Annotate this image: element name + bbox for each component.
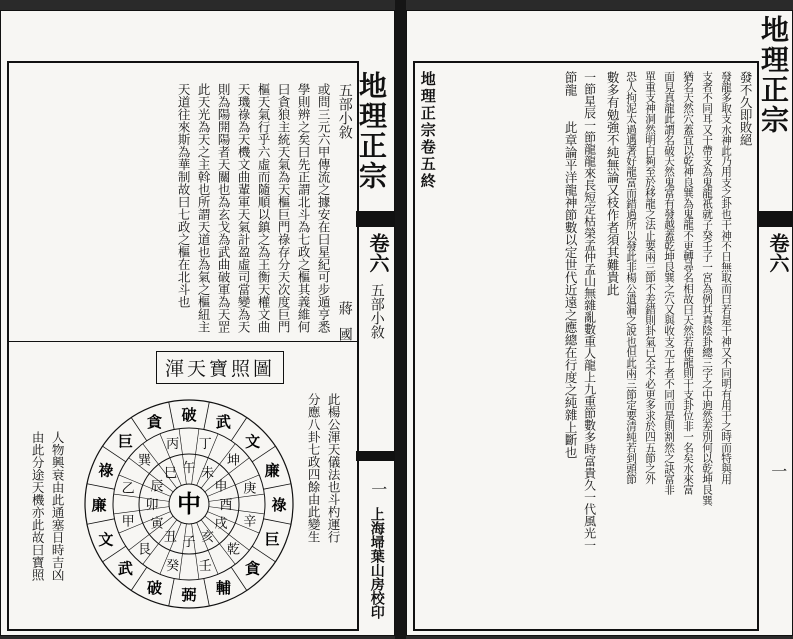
hun-tian-compass xyxy=(79,386,299,616)
compass-inner-label: 丙 xyxy=(166,437,180,453)
compass-inner-label: 甲 xyxy=(121,514,135,530)
body-col-3: 曰貪狼主統天氣為天樞巨門祿存分天次度巨門 xyxy=(276,83,292,333)
compass-inner-label: 申 xyxy=(214,479,228,495)
diagram-caption-right-2: 分應八卦七政四餘由此變生 xyxy=(306,393,322,543)
compass-inner-label: 寅 xyxy=(150,516,164,532)
compass-inner-label: 丑 xyxy=(163,530,178,546)
compass-outer-spoke xyxy=(131,567,147,590)
body-col-6: 則為陽開陽者天關也為玄戈為武曲破軍為天罡 xyxy=(216,83,232,333)
compass-inner-label: 坤 xyxy=(227,453,241,469)
compass-outer-label: 貪 xyxy=(147,412,163,431)
body-col-1: 或問三元六甲傳流之據安在曰星紀可步遁亨悉 xyxy=(316,83,332,333)
left-gutter-book-title: 地理正宗 xyxy=(355,71,388,191)
right-col-6: 單重支神洞然明白夠至於移龍之法止要兩三節不差錯則卦氣已全不必更多求於四五節之外 xyxy=(644,71,657,485)
compass-inner-label: 乙 xyxy=(121,481,135,497)
compass-outer-label: 祿 xyxy=(271,496,287,514)
compass-inner-label: 卯 xyxy=(145,498,159,513)
right-col-11: 此章論平洋龍神節數以定世代近遠之應總在行度之純雜上斷也 xyxy=(563,121,579,459)
compass-inner-label: 子 xyxy=(182,535,196,550)
left-gutter-section: 五部小敘 xyxy=(368,283,385,339)
volume-end-mark: 地理正宗卷五終 xyxy=(418,71,437,190)
compass-outer-spoke xyxy=(87,519,114,524)
compass-outer-label: 文 xyxy=(98,530,114,549)
section-heading: 五部小敘 xyxy=(336,83,353,139)
left-gutter-publisher: 上海埽葉山房校印 xyxy=(368,507,385,619)
compass-outer-label: 武 xyxy=(215,412,231,431)
compass-inner-label: 辛 xyxy=(243,514,257,530)
author-name: 蔣國 xyxy=(336,301,353,353)
compass-outer-label: 祿 xyxy=(98,461,114,480)
right-col-3: 支者不同耳又干帶支為鬼龍祇就子癸壬子一宮為例其真陰卦總三字之中逈然差別何以乾坤艮巽 xyxy=(701,71,714,506)
compass-outer-label: 輔 xyxy=(215,579,231,598)
compass-inner-label: 乾 xyxy=(227,542,241,558)
diagram-caption-left-1: 人物興衰由此通塞日時吉凶 xyxy=(50,431,66,581)
compass-outer-label: 廉 xyxy=(91,496,107,514)
body-col-4: 樞天氣行乎六虛而隨順以鎮之為王衡天權文曲 xyxy=(256,83,272,333)
right-col-1: 發不久即敗絕 xyxy=(738,71,754,146)
right-gutter-book-title: 地理正宗 xyxy=(757,15,790,135)
compass-inner-label: 戌 xyxy=(214,516,228,532)
right-gutter-page-num: 一 xyxy=(768,463,788,479)
compass-outer-spoke xyxy=(204,402,209,429)
compass-outer-label: 破 xyxy=(147,579,163,598)
compass-center-label: 中 xyxy=(177,489,201,518)
compass-outer-label: 武 xyxy=(117,559,133,578)
compass-inner-label: 酉 xyxy=(219,498,233,513)
right-col-5: 面見真龍此謂名破天然鬼富有發越蓋乾坤艮巽之穴又與收支元干者不同而是則割然之訣富非 xyxy=(663,71,676,495)
compass-outer-label: 弼 xyxy=(181,586,197,604)
compass-inner-label: 辰 xyxy=(150,479,164,495)
compass-outer-label: 巨 xyxy=(117,432,133,451)
compass-inner-label: 丁 xyxy=(198,437,212,453)
body-col-8: 天道往來斯為華制故曰七政之樞在北斗也 xyxy=(176,83,192,308)
section-divider xyxy=(9,341,357,342)
compass-inner-label: 午 xyxy=(182,461,196,476)
compass-inner-spoke xyxy=(179,524,186,580)
compass-outer-label: 破 xyxy=(181,406,197,424)
diagram-caption-left-2: 由此分途天機亦此故曰寶照 xyxy=(30,431,46,581)
compass-outer-label: 廉 xyxy=(264,461,280,480)
compass-outer-label: 文 xyxy=(245,432,261,451)
right-col-7: 恐人拘泥太過遇著好龍富而錯過所以發此非楊公遺漏之說也但此兩三節定要清純若到頭節 xyxy=(625,71,638,485)
compass-outer-spoke xyxy=(264,484,291,489)
compass-outer-spoke xyxy=(169,402,174,429)
left-gutter-page-num: 一 xyxy=(368,481,388,497)
compass-inner-label: 亥 xyxy=(200,530,215,546)
book-spine xyxy=(395,0,406,639)
compass-outer-spoke xyxy=(131,418,147,441)
right-gutter-fishtail xyxy=(757,211,793,227)
diagram-title: 渾天寶照圖 xyxy=(156,351,284,384)
body-col-7: 此天光為天之主斡也所謂天道也為氣之樞紐主 xyxy=(196,83,212,333)
compass-inner-label: 壬 xyxy=(198,558,212,574)
compass-inner-label: 庚 xyxy=(243,481,257,497)
right-col-9: 一節星辰一節龍龍來長短定枯榮孟仲孟山無雜亂數重人龍上九重節數多時富貴久一代風光一 xyxy=(582,71,597,551)
compass-inner-label: 癸 xyxy=(166,558,180,574)
compass-inner-label: 巽 xyxy=(137,453,151,469)
right-col-4: 猶名天然穴蓋宜以乾神良巽為鬼龍不更轉尋名相故曰天然若使龍則干支卦位非一名矣水來富 xyxy=(682,71,695,495)
compass-outer-spoke xyxy=(87,484,114,489)
right-col-10: 節龍 xyxy=(563,71,579,96)
right-gutter-volume: 卷六 xyxy=(766,233,790,273)
compass-inner-label: 未 xyxy=(200,465,215,481)
compass-outer-label: 巨 xyxy=(264,530,280,549)
body-col-5: 天璣祿為天機文曲輩軍天氣計盈虛司當變為天 xyxy=(236,83,252,333)
compass-outer-spoke xyxy=(264,519,291,524)
compass-inner-label: 巳 xyxy=(163,465,178,481)
compass-outer-spoke xyxy=(169,579,174,606)
compass-outer-spoke xyxy=(204,579,209,606)
compass-inner-spoke xyxy=(114,507,170,514)
left-gutter-fishtail xyxy=(356,211,394,227)
right-col-2: 發龍多取支水神此乃用支之卦也干神不日無取而曰若是干神又不同明有用干之時而特與用 xyxy=(720,71,733,485)
body-col-2: 學則辨之矣曰先正謂北斗為七政之樞其義維何 xyxy=(296,83,312,333)
compass-inner-label: 艮 xyxy=(137,542,151,558)
right-page xyxy=(406,10,793,636)
right-col-8: 數多有勉強不純無論又枝作者須其難貴此 xyxy=(605,71,621,296)
diagram-caption-right-1: 此楊公渾天儀法也斗杓運行 xyxy=(326,393,342,543)
compass-inner-spoke xyxy=(209,507,265,514)
left-page xyxy=(0,10,395,636)
left-gutter-volume: 卷六 xyxy=(366,233,390,273)
compass-outer-label: 貪 xyxy=(245,559,261,578)
left-gutter-fishtail-bottom xyxy=(356,451,394,461)
